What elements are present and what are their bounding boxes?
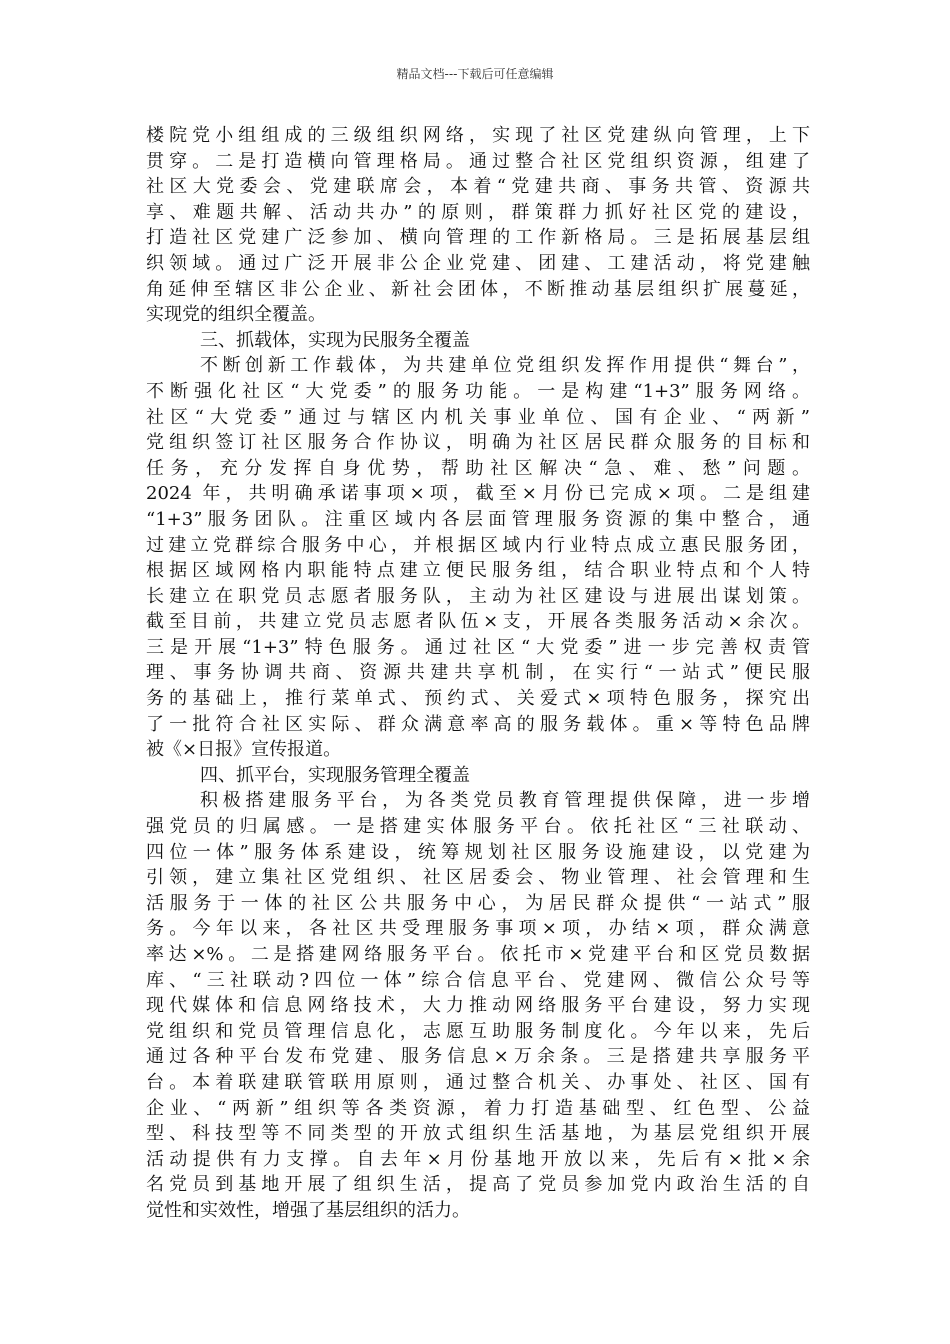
text-line: 引领，建立集社区党组织、社区居委会、物业管理、社会管理和生 bbox=[146, 867, 810, 889]
text-line: 三是开展“1+3”特色服务。通过社区“大党委”进一步完善权责管 bbox=[146, 636, 810, 658]
text-line: 党组织和党员管理信息化，志愿互助服务制度化。今年以来，先后 bbox=[146, 1020, 810, 1042]
text-line: 党组织签订社区服务合作协议，明确为社区居民群众服务的目标和 bbox=[146, 432, 810, 454]
text-line: 不断创新工作载体，为共建单位党组织发挥作用提供“舞台”， bbox=[200, 355, 810, 377]
text-line: 务。今年以来，各社区共受理服务事项×项，办结×项，群众满意 bbox=[146, 918, 810, 940]
text-line: “1+3”服务团队。注重区域内各层面管理服务资源的集中整合，通 bbox=[146, 508, 810, 530]
text-line: 现代媒体和信息网络技术，大力推动网络服务平台建设，努力实现 bbox=[146, 995, 810, 1017]
text-line: 了一批符合社区实际、群众满意率高的服务载体。重×等特色品牌 bbox=[146, 713, 810, 735]
text-line: 四位一体”服务体系建设，统筹规划社区服务设施建设，以党建为 bbox=[146, 841, 810, 863]
text-line: 打造社区党建广泛参加、横向管理的工作新格局。三是拓展基层组 bbox=[146, 227, 810, 249]
text-line: 理、事务协调共商、资源共建共享机制，在实行“一站式”便民服 bbox=[146, 662, 810, 684]
text-line: 2024 年，共明确承诺事项×项，截至×月份已完成×项。二是组建 bbox=[146, 483, 810, 505]
text-line: 觉性和实效性，增强了基层组织的活力。 bbox=[146, 1199, 470, 1221]
text-line: 积极搭建服务平台，为各类党员教育管理提供保障，进一步增 bbox=[200, 790, 810, 812]
text-line: 库、“三社联动?四位一体”综合信息平台、党建网、微信公众号等 bbox=[146, 969, 810, 991]
text-line: 织领域。通过广泛开展非公企业党建、团建、工建活动，将党建触 bbox=[146, 252, 810, 274]
text-line: 强党员的归属感。一是搭建实体服务平台。依托社区“三社联动、 bbox=[146, 816, 810, 838]
text-line: 实现党的组织全覆盖。 bbox=[146, 304, 326, 326]
text-line: 角延伸至辖区非公企业、新社会团体，不断推动基层组织扩展蔓延， bbox=[146, 278, 810, 300]
text-line: 活服务于一体的社区公共服务中心，为居民群众提供“一站式”服 bbox=[146, 892, 810, 914]
text-line: 名党员到基地开展了组织生活，提高了党员参加党内政治生活的自 bbox=[146, 1174, 810, 1196]
text-line: 务的基础上，推行菜单式、预约式、关爱式×项特色服务，探究出 bbox=[146, 688, 810, 710]
section-heading: 四、抓平台，实现服务管理全覆盖 bbox=[200, 764, 470, 786]
text-line: 型、科技型等不同类型的开放式组织生活基地，为基层党组织开展 bbox=[146, 1123, 810, 1145]
text-line: 社区“大党委”通过与辖区内机关事业单位、国有企业、“两新” bbox=[146, 406, 810, 428]
text-line: 社区大党委会、党建联席会，本着“党建共商、事务共管、资源共 bbox=[146, 176, 810, 198]
text-line: 长建立在职党员志愿者服务队，主动为社区建设与进展出谋划策。 bbox=[146, 585, 810, 607]
page-header: 精品文档---下载后可任意编辑 bbox=[396, 67, 554, 81]
text-line: 通过各种平台发布党建、服务信息×万余条。三是搭建共享服务平 bbox=[146, 1046, 810, 1068]
text-line: 楼院党小组组成的三级组织网络，实现了社区党建纵向管理，上下 bbox=[146, 125, 810, 146]
text-line: 截至目前，共建立党员志愿者队伍×支，开展各类服务活动×余次。 bbox=[146, 611, 810, 633]
text-line: 贯穿。二是打造横向管理格局。通过整合社区党组织资源，组建了 bbox=[146, 150, 810, 172]
text-line: 不断强化社区“大党委”的服务功能。一是构建“1+3”服务网络。 bbox=[146, 380, 810, 402]
section-heading: 三、抓载体，实现为民服务全覆盖 bbox=[200, 329, 470, 351]
text-line: 过建立党群综合服务中心，并根据区域内行业特点成立惠民服务团， bbox=[146, 534, 810, 556]
text-line: 任务，充分发挥自身优势，帮助社区解决“急、难、愁”问题。 bbox=[146, 457, 810, 479]
text-line: 率达×%。二是搭建网络服务平台。依托市×党建平台和区党员数据 bbox=[146, 944, 810, 965]
text-line: 根据区域网格内职能特点建立便民服务组，结合职业特点和个人特 bbox=[146, 560, 810, 582]
text-line: 台。本着联建联管联用原则，通过整合机关、办事处、社区、国有 bbox=[146, 1071, 810, 1093]
text-line: 企业、“两新”组织等各类资源，着力打造基础型、红色型、公益 bbox=[146, 1097, 810, 1119]
text-line: 被《×日报》宣传报道。 bbox=[146, 739, 342, 761]
document-body bbox=[146, 123, 810, 1224]
text-line: 享、难题共解、活动共办”的原则，群策群力抓好社区党的建设， bbox=[146, 201, 810, 223]
text-line: 活动提供有力支撑。自去年×月份基地开放以来，先后有×批×余 bbox=[146, 1148, 810, 1170]
